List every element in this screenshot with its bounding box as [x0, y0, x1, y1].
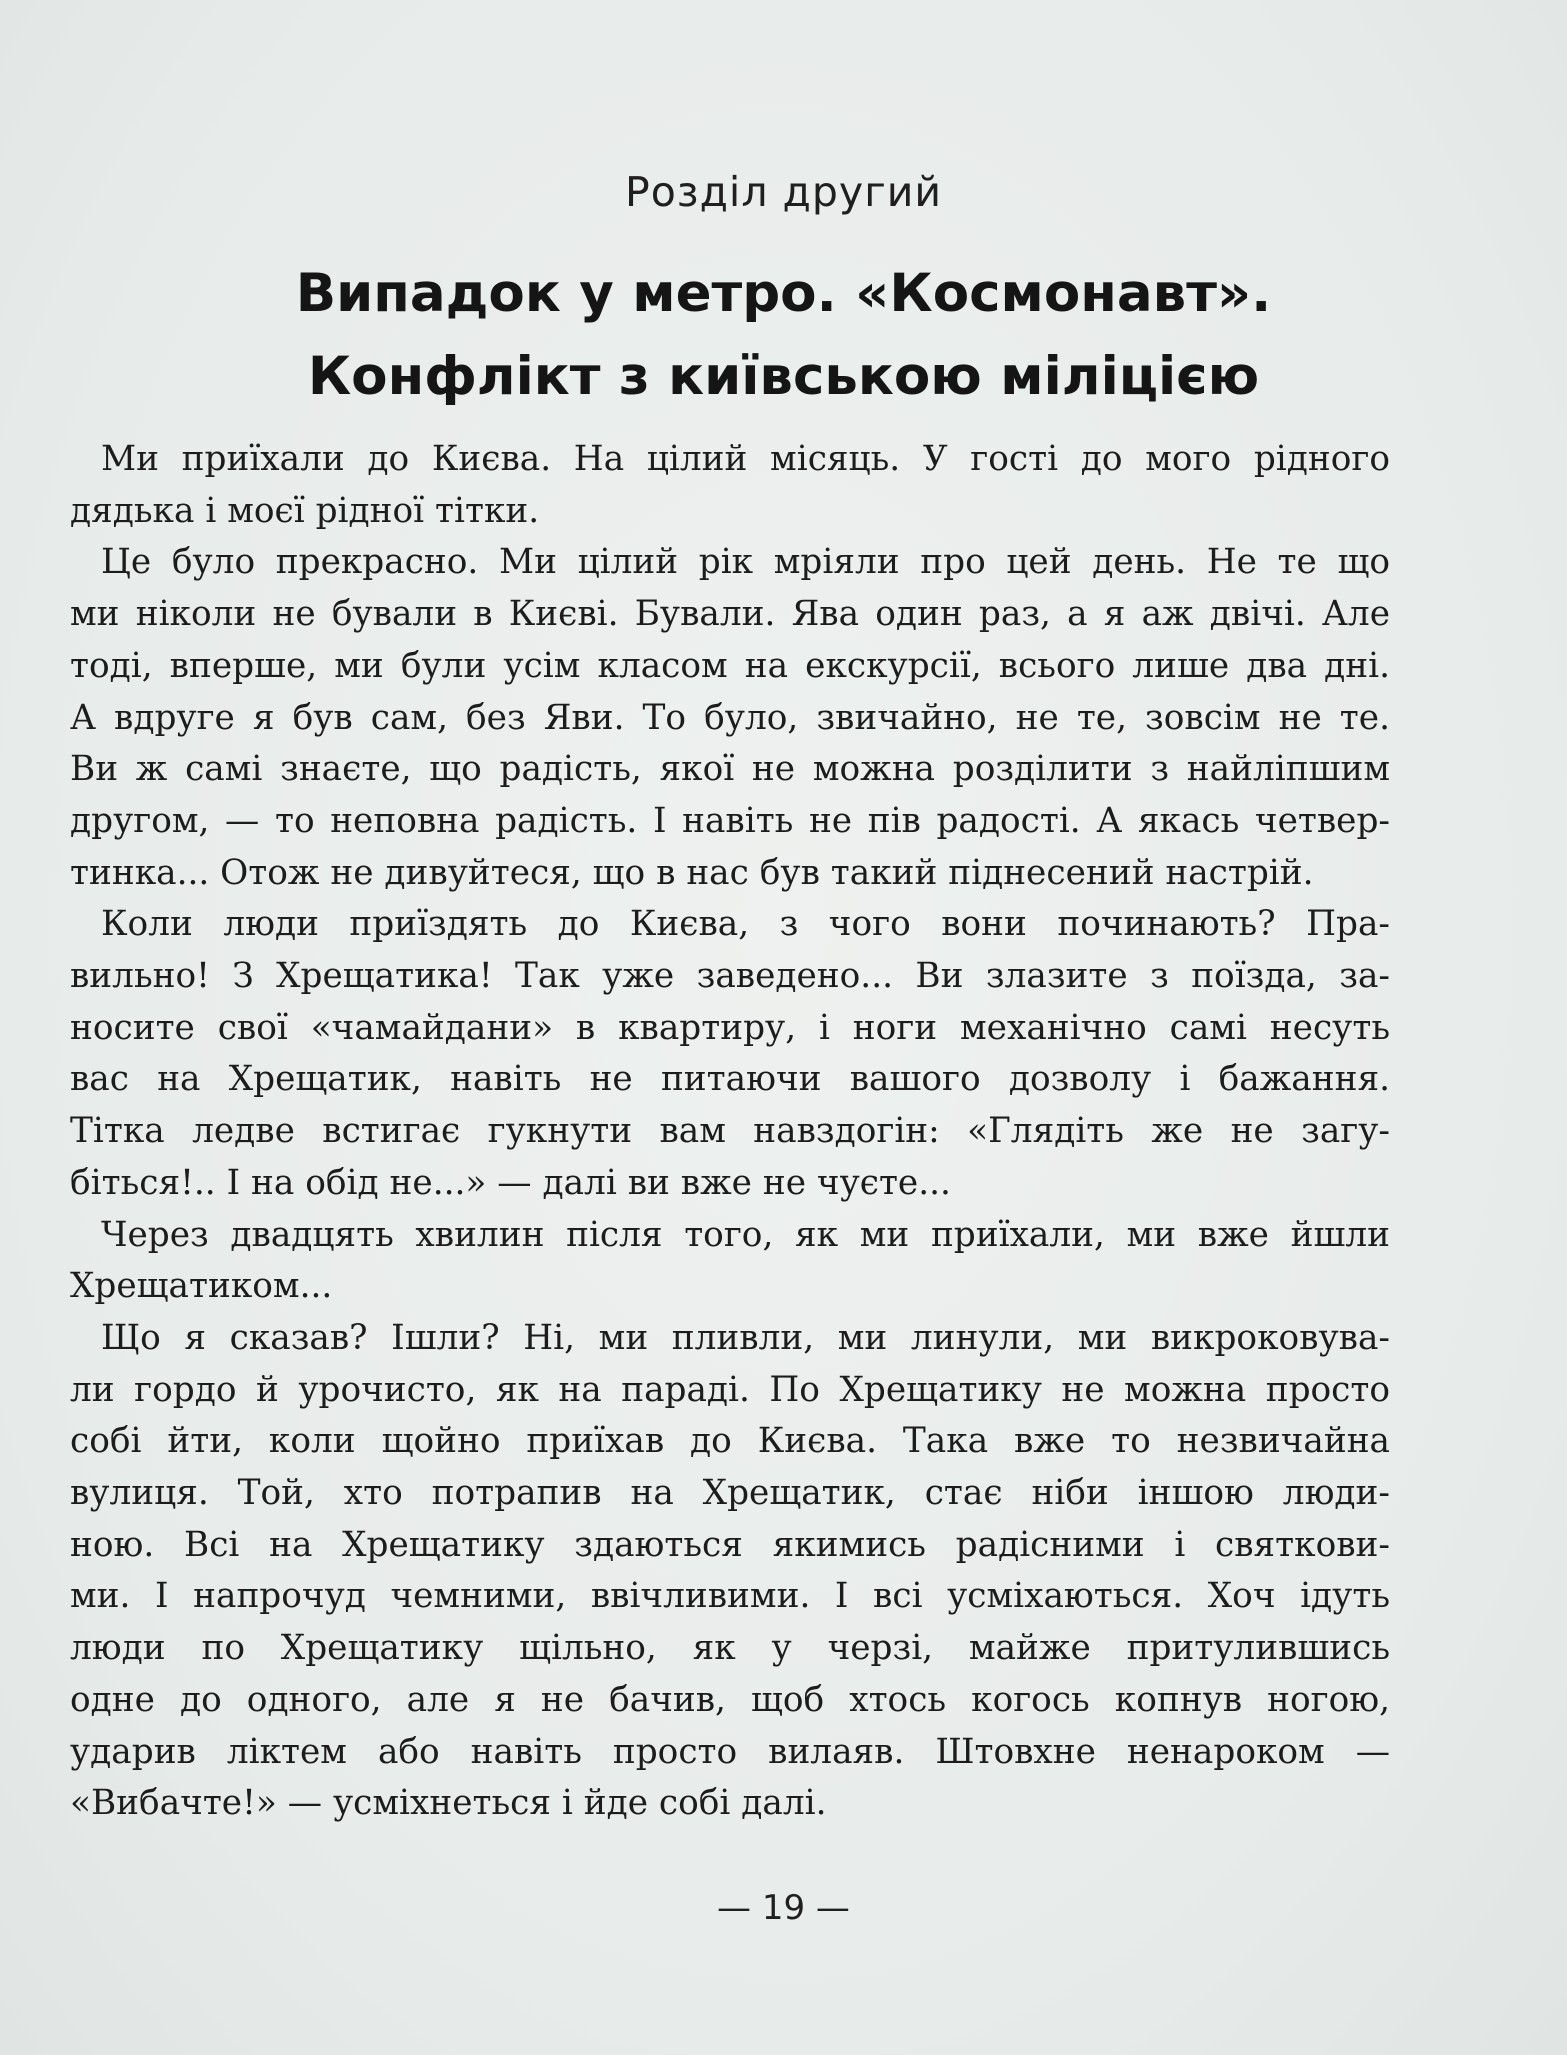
text-line: ною. Всі на Хрещатику здаються якимись радісними і святкови- — [70, 1524, 1390, 1565]
text-line: вильно! З Хрещатика! Так уже заведено... Ви злазите з поїзда, за- — [70, 956, 1390, 997]
paragraph — [70, 1210, 1390, 1313]
chapter-label: Розділ другий — [624, 168, 943, 216]
paragraph — [70, 1313, 1390, 1830]
text-line: одне до одного, але я не бачив, щоб хтось когось копнув ногою, — [70, 1679, 1390, 1720]
text-line: Хрещатиком... — [70, 1266, 333, 1307]
text-line: другом, — то неповна радість. І навіть не пів радості. А якась четвер- — [70, 800, 1390, 841]
text-line: вас на Хрещатик, навіть не питаючи вашого дозволу і бажання. — [70, 1059, 1390, 1100]
text-line: тоді, вперше, ми були усім класом на екскурсії, всього лише два дні. — [70, 645, 1390, 686]
text-line: носите свої «чамайдани» в квартиру, і ноги механічно самі несуть — [70, 1007, 1390, 1048]
page-number: — 19 — — [717, 1888, 850, 1928]
text-line: ли гордо й урочисто, як на параді. По Хрещатику не можна просто — [70, 1369, 1390, 1410]
text-line: собі йти, коли щойно приїхав до Києва. Така вже то незвичайна — [70, 1421, 1390, 1462]
chapter-title-line: Конфлікт з київською міліцією — [307, 346, 1260, 407]
paragraph — [70, 899, 1390, 1209]
text-line: Що я сказав? Ішли? Ні, ми пливли, ми линули, ми викроковува- — [101, 1317, 1390, 1358]
body-text — [70, 434, 1390, 1830]
paragraph — [70, 434, 1390, 537]
text-line: дядька і моєї рідної тітки. — [70, 490, 540, 531]
text-line: Коли люди приїздять до Києва, з чого вони починають? Пра- — [101, 904, 1390, 945]
text-line: Ви ж самі знаєте, що радість, якої не можна розділити з найліпшим — [70, 749, 1390, 790]
text-line: ударив ліктем або навіть просто вилаяв. Штовхне ненароком — — [70, 1731, 1390, 1772]
text-line: люди по Хрещатику щільно, як у черзі, майже притулившись — [70, 1628, 1390, 1669]
chapter-title — [0, 252, 1567, 418]
text-line: ми. І напрочуд чемними, ввічливими. І всі усміхаються. Хоч ідуть — [70, 1576, 1390, 1617]
text-line: Через двадцять хвилин після того, як ми приїхали, ми вже йшли — [101, 1214, 1390, 1255]
text-line: вулиця. Той, хто потрапив на Хрещатик, стає ніби іншою люди- — [70, 1473, 1390, 1514]
text-line: Тітка ледве встигає гукнути вам навздогін: «Глядіть же не загу- — [70, 1111, 1390, 1152]
chapter-title-line: Випадок у метро. «Космонавт». — [295, 263, 1272, 324]
text-line: А вдруге я був сам, без Яви. То було, звичайно, не те, зовсім не те. — [70, 697, 1390, 738]
text-line: тинка... Отож не дивуйтеся, що в нас був такий піднесений настрій. — [70, 852, 1314, 893]
text-line: «Вибачте!» — усміхнеться і йде собі далі. — [70, 1783, 827, 1824]
text-line: Це було прекрасно. Ми цілий рік мріяли про цей день. Не те що — [101, 542, 1390, 583]
text-line: Ми приїхали до Києва. На цілий місяць. У гості до мого рідного — [101, 439, 1390, 479]
text-line: біться!.. І на обід не...» — далі ви вже не чуєте... — [70, 1162, 951, 1203]
paragraph — [70, 537, 1390, 899]
text-line: ми ніколи не бували в Києві. Бували. Ява один раз, а я аж двічі. Але — [70, 594, 1390, 635]
